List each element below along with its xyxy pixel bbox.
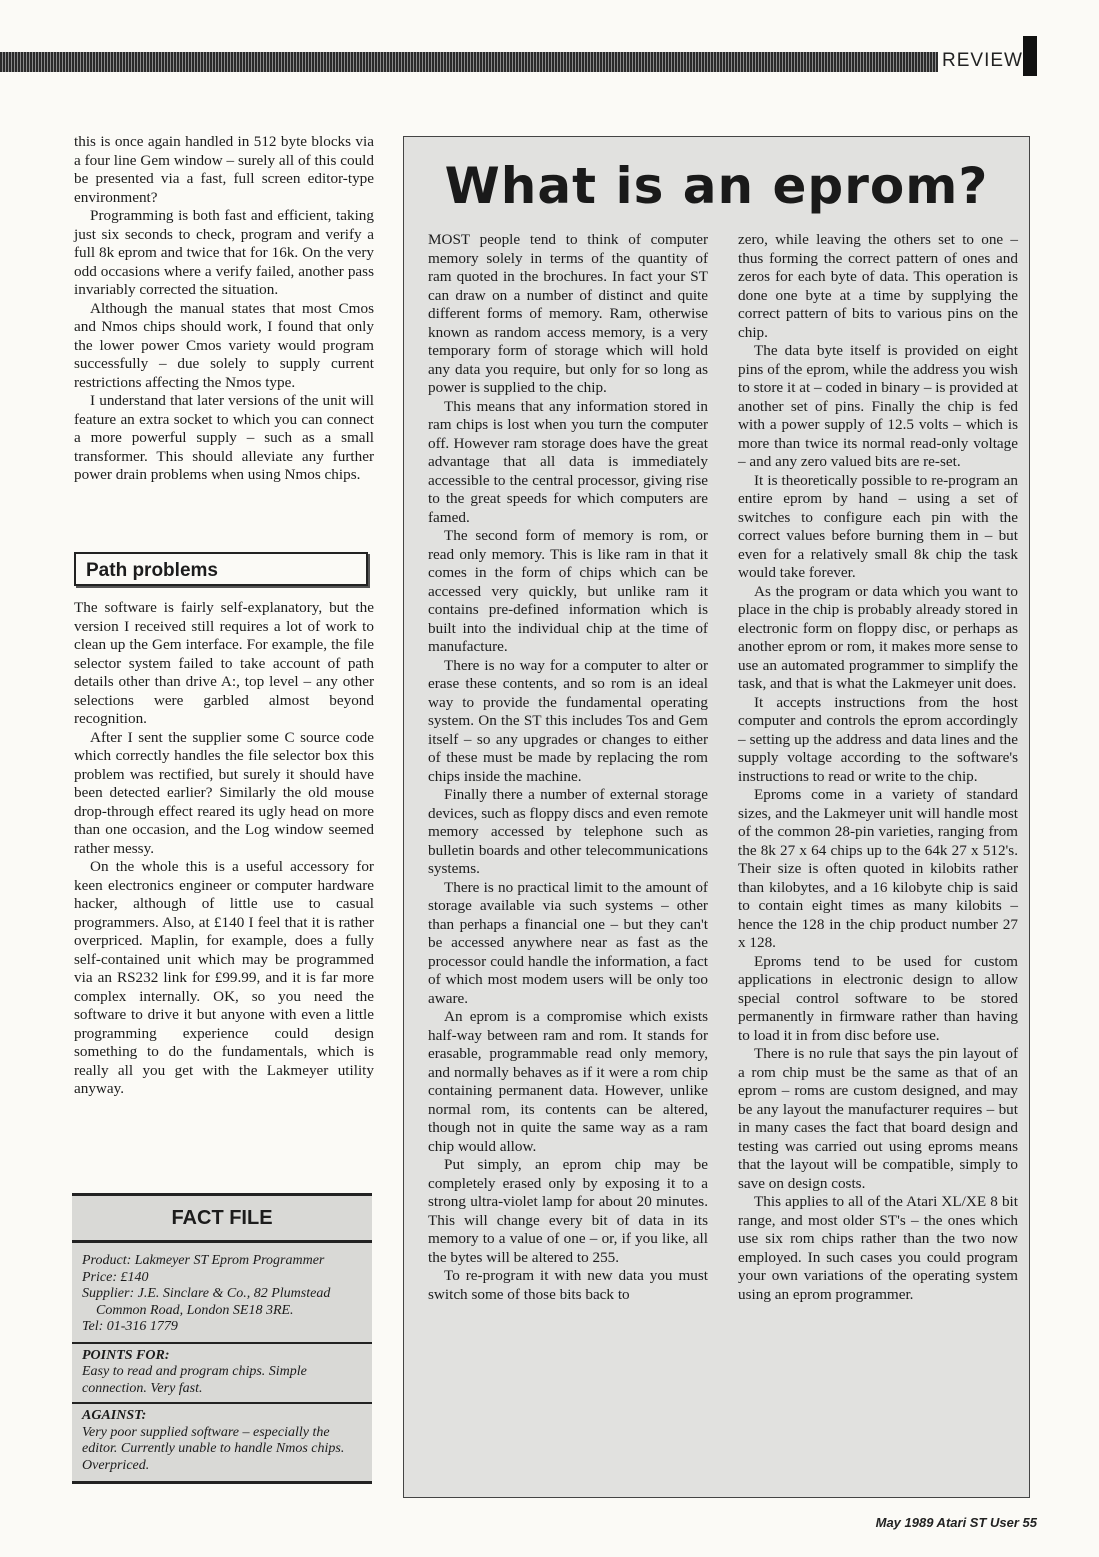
- paragraph: After I sent the supplier some C source code which correctly handles the file selector box this problem was rectified, but surely it should have been detected earlier? Similarly the old mouse drop-through effect reared its ugly head on more than one occasion, and the Log window seemed rather messy.: [74, 728, 374, 857]
- paragraph: To re-program it with new data you must switch some of those bits back to: [428, 1267, 708, 1303]
- paragraph: It is theoretically possible to re-program an entire eprom by hand – using a set of switches to configure each pin with the correct values before burning them in – but even for a relatively small 8k chip the task would take forever.: [738, 471, 1018, 581]
- subheading: Path problems: [74, 552, 368, 586]
- paragraph: The software is fairly self-explanatory, but the version I received still requires a lot of work to clean up the Gem interface. For example, the file selector system failed to take account of path details other than drive A:, top level – any other selections were garbled almost beyond recognition.: [74, 599, 374, 727]
- paragraph: There is no rule that says the pin layout of a rom chip must be the same as that of an eprom – roms are custom designed, and may be any layout the manufacturer requires – but in many cases the fact that board design and testing was carried out using eproms means that the layout will be compatible, simply to save on design costs.: [738, 1045, 1018, 1192]
- against-heading: AGAINST:: [82, 1408, 147, 1423]
- paragraph: MOST people tend to think of computer memory solely in terms of the quantity of ram quoted in the brochures. In fact your ST can draw on a number of distinct and quite different forms of memory. Ram, otherwise known as random access memory, is a very temporary form of storage which will hold any data you require, but only for so long as power is supplied to the chip.: [428, 231, 708, 396]
- fact-product: Product: Lakmeyer ST Eprom Programmer: [82, 1253, 325, 1268]
- paragraph: Put simply, an eprom chip may be completely erased only by exposing it to a strong ultra-violet lamp for about 20 minutes. This will change every bit of data in its memory to a value of one – or, if you like, all the bytes will be altered to 255.: [428, 1156, 708, 1266]
- points-for-text: Easy to read and program chips. Simple connection. Very fast.: [82, 1364, 307, 1396]
- paragraph: Eproms tend to be used for custom applications in electronic design to allow special control software to be stored permanently in firmware rather than having to load it in from disc before use.: [738, 952, 1018, 1044]
- paragraph: As the program or data which you want to place in the chip is probably already stored in electronic form on floppy disc, or perhaps as another eprom or rom, it makes more sense to use an automated programmer to simplify the task, and that is what the Lakmeyer unit does.: [738, 582, 1018, 692]
- left-column-top: [74, 133, 374, 485]
- paragraph: I understand that later versions of the unit will feature an extra socket to which you can connect a more powerful supply – such as a small transformer. This should alleviate any further power drain problems when using Nmos chips.: [74, 392, 374, 483]
- left-column-bottom: [74, 599, 374, 1099]
- paragraph: An eprom is a compromise which exists half-way between ram and rom. It stands for erasable, programmable read only memory, and normally behaves as if it were a rom chip containing permanent data. However, unlike normal rom, its contents can be altered, though not in quite the same way as a ram chip would allow.: [428, 1008, 708, 1155]
- header-rule: [0, 52, 938, 72]
- paragraph: this is once again handled in 512 byte blocks via a four line Gem window – surely all of this could be presented via a fast, full screen editor-type environment?: [74, 133, 374, 206]
- page-footer: May 1989 Atari ST User 55: [875, 1515, 1037, 1530]
- fact-file-box: [72, 1193, 372, 1484]
- sidebar-title: What is an eprom?: [444, 157, 989, 215]
- paragraph: Programming is both fast and efficient, taking just six seconds to check, program and verify a full 8k eprom and twice that for 16k. On the very odd occasions where a verify failed, another pass invariably corrected the situation.: [74, 207, 374, 298]
- paragraph: The second form of memory is rom, or read only memory. This is like ram in that it comes in the form of chips which can be accessed very quickly, but unlike ram it contains pre-defined information which is built into the individual chip at the time of manufacture.: [428, 527, 708, 655]
- paragraph: It accepts instructions from the host computer and controls the eprom accordingly – setting up the address and data lines and the supply voltage according to the software's instructions to read or write to the chip.: [738, 693, 1018, 785]
- fact-supplier-address: Common Road, London SE18 3RE.: [96, 1302, 294, 1318]
- fact-against: [72, 1404, 372, 1479]
- points-for-heading: POINTS FOR:: [82, 1347, 170, 1363]
- paragraph: On the whole this is a useful accessory for keen electronics engineer or computer hardware hacker, although of little use to casual programmers. Also, at £140 I feel that it is rather overpriced. Maplin, for example, does a fully self-contained unit which may be programmed via an RS232 link for £99.99, and it is far more complex internally. OK, so you need the software to drive it but anyone with even a little programming experience could design something to do the fundamentals, which is really all you get with the Lakmeyer utility anyway.: [74, 858, 374, 1097]
- paragraph: The data byte itself is provided on eight pins of the eprom, while the address you wish to store it at – coded in binary – is provided at another set of pins. Finally the chip is fed with a power supply of 12.5 volts – which is more than twice its normal read-only voltage – and any zero valued bits are re-set.: [738, 342, 1018, 470]
- paragraph: zero, while leaving the others set to one – thus forming the correct pattern of ones and zeros for each byte of data. This operation is done one byte at a time by supplying the correct pattern of bits to various pins on the chip.: [738, 231, 1018, 341]
- section-label: REVIEW: [942, 50, 1023, 71]
- paragraph: There is no practical limit to the amount of storage available via such systems – other than perhaps a financial one – but they can't be accessed anywhere near as fast as the processor could handle the information, a fact of which most modem users will be only too aware.: [428, 878, 708, 1007]
- against-text: Very poor supplied software – especially the editor. Currently unable to handle Nmos chips. Overpriced.: [82, 1424, 345, 1473]
- paragraph: Finally there a number of external storage devices, such as floppy discs and even remote memory accessed by telephone such as bulletin boards and other telecommunications systems.: [428, 786, 708, 877]
- paragraph: There is no way for a computer to alter or erase these contents, and so rom is an ideal way to provide the fundamental operating system. On the ST this includes Tos and Gem itself – so any upgrades or changes to either of these must be made by replacing the rom chips inside the machine.: [428, 656, 708, 785]
- sidebar-column-2: [738, 231, 1018, 1304]
- fact-file-details: [72, 1243, 372, 1344]
- header-tab: [1023, 36, 1037, 76]
- fact-file-title: FACT FILE: [72, 1196, 372, 1243]
- fact-price: Price: £140: [82, 1269, 149, 1285]
- sidebar-column-1: [428, 231, 708, 1304]
- paragraph: Eproms come in a variety of standard sizes, and the Lakmeyer unit will handle most of the common 28-pin varieties, ranging from the 8k 27 x 64 chips up to the 64k 27 x 512's. Their size is often quoted in kilobits rather than kilobytes, and a 16 kilobyte chip is said to contain eight times as many kilobits – hence the 128 in the chip product number 27 x 128.: [738, 786, 1018, 951]
- fact-tel: Tel: 01-316 1779: [82, 1319, 178, 1334]
- sidebar-box: [403, 136, 1030, 1498]
- paragraph: This means that any information stored in ram chips is lost when you turn the computer off. However ram storage does have the great advantage that all data is immediately accessible to the central processor, giving rise to the great speeds for which computers are famed.: [428, 397, 708, 526]
- paragraph: This applies to all of the Atari XL/XE 8 bit range, and most older ST's – the ones which use six rom chips rather than the two now employed. In such cases you could program your own variations of the operating system using an eprom programmer.: [738, 1193, 1018, 1303]
- fact-supplier: Supplier: J.E. Sinclare & Co., 82 Plumstead: [82, 1286, 331, 1301]
- paragraph: Although the manual states that most Cmos and Nmos chips should work, I found that only the lower power Cmos variety would program successfully – due solely to supply current restrictions affecting the Nmos type.: [74, 299, 374, 391]
- fact-points-for: [72, 1344, 372, 1405]
